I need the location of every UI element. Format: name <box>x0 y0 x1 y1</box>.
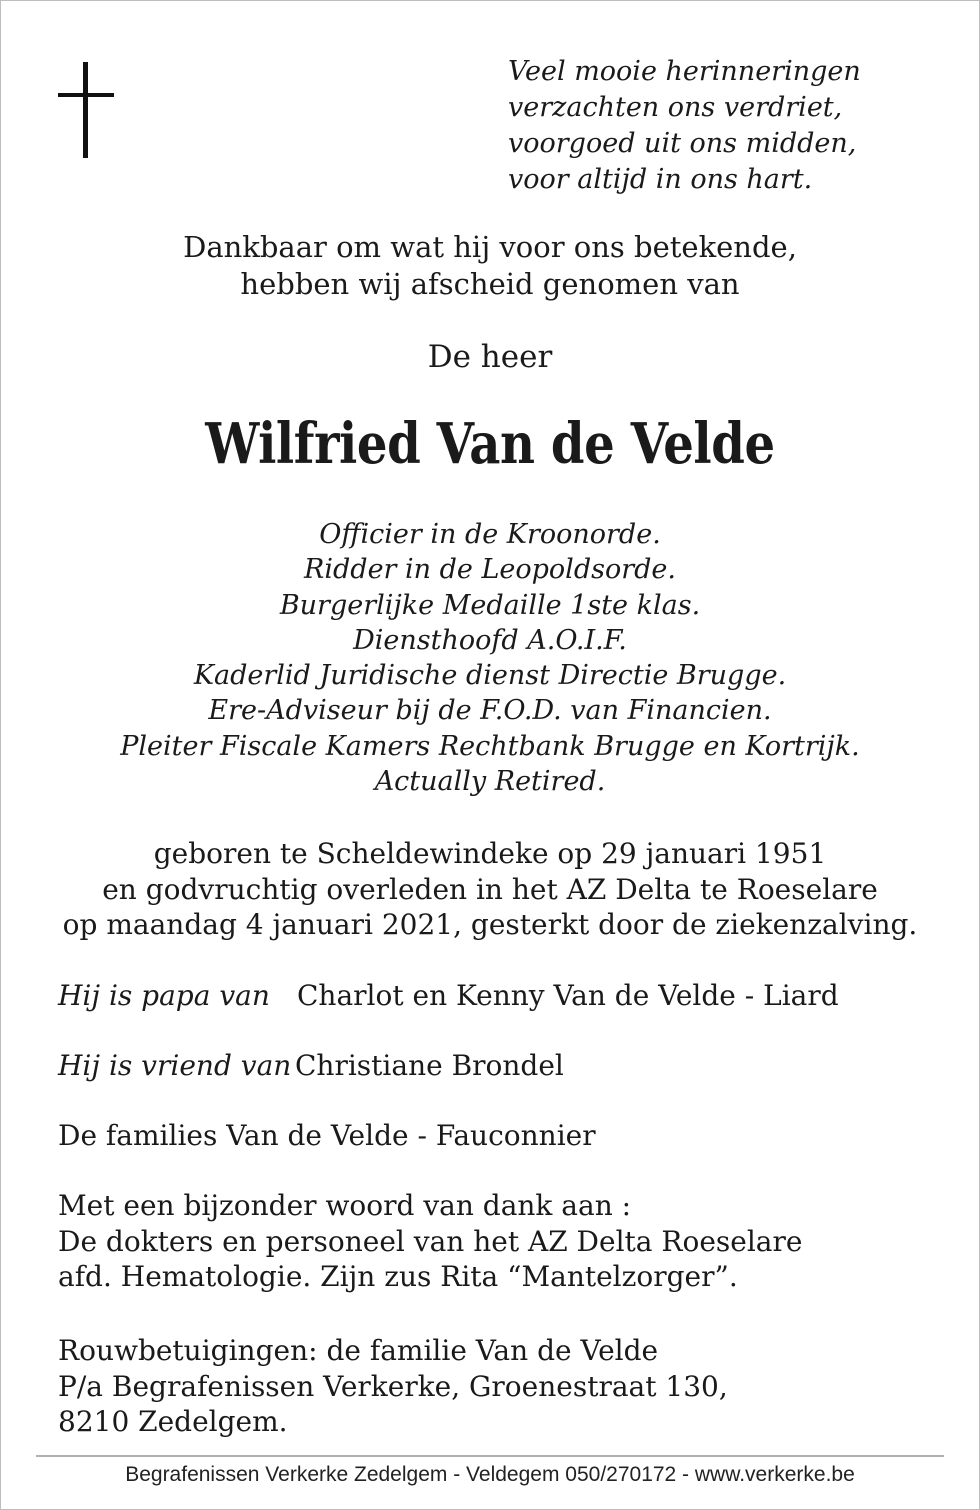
honor-line: Pleiter Fiscale Kamers Rechtbank Brugge en Kortrijk. <box>120 730 860 762</box>
footer-divider <box>36 1455 944 1457</box>
intro-text <box>0 229 980 303</box>
thanks-line: afd. Hematologie. Zijn zus Rita “Mantelzorger”. <box>58 1260 738 1293</box>
thanks-line: Met een bijzonder woord van dank aan : <box>58 1189 632 1222</box>
honor-line: Ere-Adviseur bij de F.O.D. van Financien. <box>208 695 772 727</box>
deceased-name: Wilfried Van de Velde <box>205 411 775 477</box>
birth-death-text <box>0 836 980 943</box>
honor-line: Diensthoofd A.O.I.F. <box>353 624 627 656</box>
condolences-line: 8210 Zedelgem. <box>58 1405 288 1438</box>
cross-icon <box>58 62 114 158</box>
honor-line: Burgerlijke Medaille 1ste klas. <box>279 589 701 621</box>
quote-line: verzachten ons verdriet, <box>508 92 843 123</box>
relation-label: Hij is papa van <box>58 979 270 1012</box>
quote-line: voor altijd in ons hart. <box>508 164 813 195</box>
relation-value: Christiane Brondel <box>295 1049 564 1082</box>
quote-line: Veel mooie herinneringen <box>508 56 861 87</box>
families-line: De families Van de Velde - Fauconnier <box>58 1119 596 1152</box>
relation-value: Charlot en Kenny Van de Velde - Liard <box>297 979 839 1012</box>
condolences-block <box>58 1333 728 1440</box>
relation-father <box>58 978 839 1013</box>
honor-line: Kaderlid Juridische dienst Directie Brugge. <box>193 660 787 692</box>
condolences-line: Rouwbetuigingen: de familie Van de Velde <box>58 1334 659 1367</box>
honor-line: Officier in de Kroonorde. <box>319 519 661 550</box>
honorific: De heer <box>427 339 553 375</box>
quote-line: voorgoed uit ons midden, <box>508 128 857 159</box>
honors-list <box>0 517 980 799</box>
funeral-home-footer: Begrafenissen Verkerke Zedelgem - Veldegem 050/270172 - www.verkerke.be <box>125 1463 855 1486</box>
intro-line: hebben wij afscheid genomen van <box>240 267 740 301</box>
thanks-block <box>58 1188 802 1295</box>
birth-death-line: en godvruchtig overleden in het AZ Delta te Roeselare <box>102 872 878 906</box>
birth-death-line: geboren te Scheldewindeke op 29 januari 1951 <box>153 837 827 870</box>
intro-line: Dankbaar om wat hij voor ons betekende, <box>183 230 797 264</box>
memorial-quote <box>508 54 948 198</box>
relation-label: Hij is vriend van <box>58 1049 292 1082</box>
honor-line: Actually Retired. <box>374 766 606 798</box>
honor-line: Ridder in de Leopoldsorde. <box>304 554 676 586</box>
condolences-line: P/a Begrafenissen Verkerke, Groenestraat 130, <box>58 1369 728 1403</box>
relation-friend <box>58 1048 564 1083</box>
thanks-line: De dokters en personeel van het AZ Delta Roeselare <box>58 1224 803 1258</box>
birth-death-line: op maandag 4 januari 2021, gesterkt door de ziekenzalving. <box>62 908 918 941</box>
